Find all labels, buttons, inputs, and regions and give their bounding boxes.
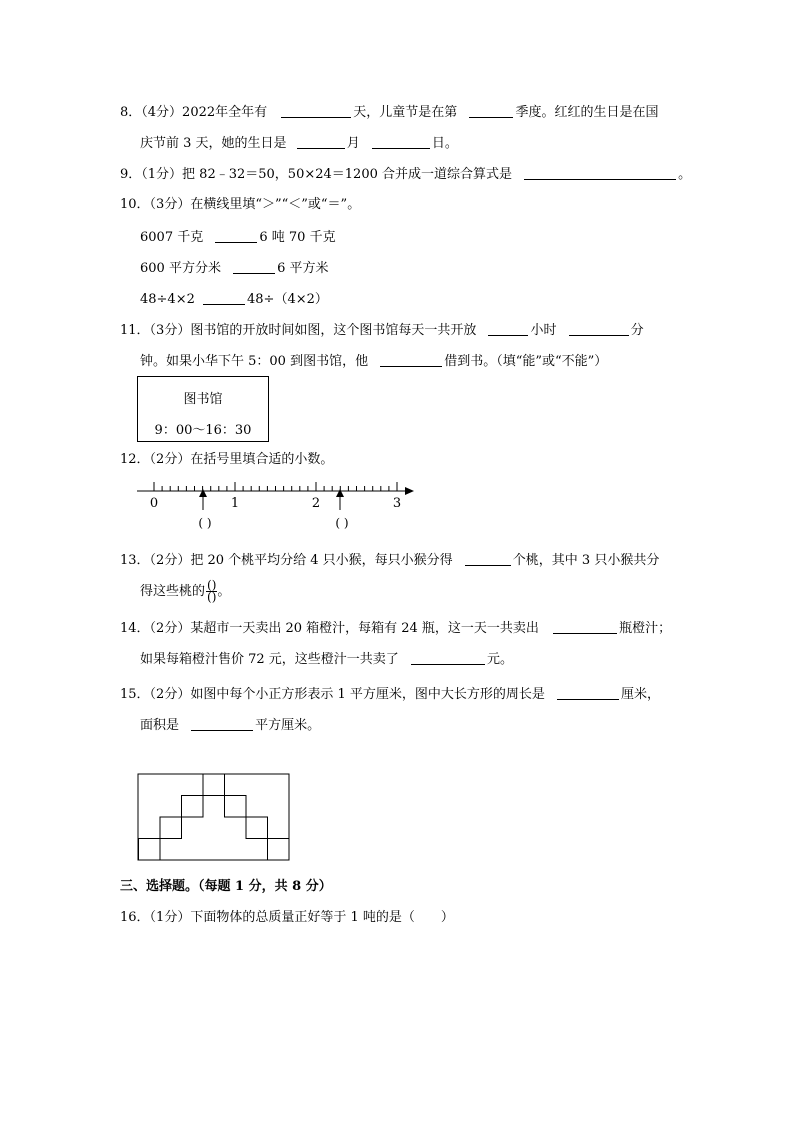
q13-fraction[interactable] xyxy=(206,580,217,603)
q15-text-c: 面积是 xyxy=(140,718,180,733)
q11-text-e: 借到书。（填“能”或“不能”） xyxy=(444,354,608,369)
q13-blank-count[interactable] xyxy=(465,552,511,566)
fraction-denominator: () xyxy=(207,590,217,604)
q8-text-f: 日。 xyxy=(431,136,458,151)
q8-text-e: 月 xyxy=(346,136,360,151)
library-hours-box xyxy=(137,376,269,442)
square-2 xyxy=(182,796,204,818)
q10-blank-3[interactable] xyxy=(203,291,245,305)
arrow-right-head xyxy=(336,489,344,497)
q11-blank-minutes[interactable] xyxy=(569,322,629,336)
q15-text-b: 厘米， xyxy=(621,687,661,702)
q10-blank-1[interactable] xyxy=(215,229,257,243)
square-1 xyxy=(203,774,225,796)
q10-blank-2[interactable] xyxy=(233,260,275,274)
q13-line1 xyxy=(120,552,659,569)
q10-row2 xyxy=(140,260,329,277)
q10-row3-right: 48÷（4×2） xyxy=(247,292,328,307)
stair-squares xyxy=(139,774,290,860)
q11-blank-can[interactable] xyxy=(380,353,442,367)
q10-row3 xyxy=(140,291,328,308)
q11-line2 xyxy=(140,353,607,370)
q10-title: 10．（3分）在横线里填“＞”“＜”或“＝”。 xyxy=(120,197,361,212)
q8-line1 xyxy=(120,104,658,121)
q13-text-d: 。 xyxy=(217,584,231,599)
q9-blank-expression[interactable] xyxy=(524,166,676,180)
q8-text-d: 庆节前 3 天，她的生日是 xyxy=(140,136,287,151)
q8-line2 xyxy=(140,135,458,152)
fraction-numerator: () xyxy=(207,578,217,592)
q8-text-c: 季度。红红的生日是在国 xyxy=(515,105,659,120)
q9-text: 9．（1分）把 82﹣32＝50，50×24＝1200 合并成一道综合算式是 xyxy=(120,167,512,182)
q8-blank-month[interactable] xyxy=(297,135,345,149)
q10-row2-left: 600 平方分米 xyxy=(140,261,221,276)
q13-text-a: 13．（2分）把 20 个桃平均分给 4 只小猴，每只小猴分得 xyxy=(120,553,453,568)
q15-blank-area[interactable] xyxy=(191,717,253,731)
q15-line2 xyxy=(140,717,320,734)
tick-label-0: 0 xyxy=(149,496,159,511)
q10-row1 xyxy=(140,229,336,246)
q8-blank-quarter[interactable] xyxy=(469,104,513,118)
q11-line1 xyxy=(120,322,644,339)
q12-title: 12．（2分）在括号里填合适的小数。 xyxy=(120,452,334,467)
number-line-arrow xyxy=(405,487,414,495)
q14-line2 xyxy=(140,651,513,668)
q15-text-d: 平方厘米。 xyxy=(255,718,321,733)
library-name: 图书馆 xyxy=(183,392,223,407)
square-5 xyxy=(246,817,268,839)
q10-row1-right: 6 吨 70 千克 xyxy=(259,230,336,245)
q14-line1 xyxy=(120,620,671,637)
q15-text-a: 15．（2分）如图中每个小正方形表示 1 平方厘米，图中大长方形的周长是 xyxy=(120,687,545,702)
number-line-ticks xyxy=(154,482,397,491)
q9-end: 。 xyxy=(678,167,692,182)
library-hours: 9：00～16：30 xyxy=(154,423,252,438)
paren-right: ( ) xyxy=(335,516,349,530)
q11-text-b: 小时 xyxy=(530,323,557,338)
q10-row2-right: 6 平方米 xyxy=(277,261,329,276)
q8-text-a: 8．（4分）2022年全年有 xyxy=(120,105,268,120)
q9-line xyxy=(120,166,691,183)
square-7 xyxy=(268,839,290,861)
tick-label-3: 3 xyxy=(392,496,402,511)
q8-text-b: 天，儿童节是在第 xyxy=(353,105,458,120)
square-6 xyxy=(139,839,161,861)
q14-text-c: 如果每箱橙汁售价 72 元，这些橙汁一共卖了 xyxy=(140,652,399,667)
q13-text-b: 个桃，其中 3 只小猴共分 xyxy=(512,553,660,568)
paren-left: ( ) xyxy=(198,516,212,530)
q14-blank-bottles[interactable] xyxy=(553,620,617,634)
q11-text-c: 分 xyxy=(630,323,644,338)
q10-row1-left: 6007 千克 xyxy=(140,230,204,245)
q15-blank-perimeter[interactable] xyxy=(557,686,619,700)
q14-text-b: 瓶橙汁； xyxy=(619,621,672,636)
q14-text-a: 14．（2分）某超市一天卖出 20 箱橙汁，每箱有 24 瓶，这一天一共卖出 xyxy=(120,621,539,636)
q13-text-c: 得这些桃的 xyxy=(140,584,206,599)
q13-line2 xyxy=(140,580,230,603)
section-three-title: 三、选择题。（每题 1 分，共 8 分） xyxy=(120,879,332,894)
q11-blank-hours[interactable] xyxy=(488,322,528,336)
square-3 xyxy=(225,796,247,818)
tick-label-2: 2 xyxy=(311,496,321,511)
q14-blank-money[interactable] xyxy=(411,651,485,665)
q8-blank-day[interactable] xyxy=(372,135,430,149)
arrow-left-head xyxy=(199,489,207,497)
square-4 xyxy=(160,817,182,839)
big-rectangle xyxy=(138,774,289,860)
q16-text: 16．（1分）下面物体的总质量正好等于 1 吨的是（ ） xyxy=(120,910,454,925)
q11-text-a: 11．（3分）图书馆的开放时间如图，这个图书馆每天一共开放 xyxy=(120,323,477,338)
q15-line1 xyxy=(120,686,660,703)
q14-text-d: 元。 xyxy=(486,652,513,667)
q10-row3-left: 48÷4×2 xyxy=(140,292,195,307)
q11-text-d: 钟。如果小华下午 5：00 到图书馆，他 xyxy=(140,354,369,369)
q8-blank-days[interactable] xyxy=(281,104,351,118)
tick-label-1: 1 xyxy=(230,496,240,511)
